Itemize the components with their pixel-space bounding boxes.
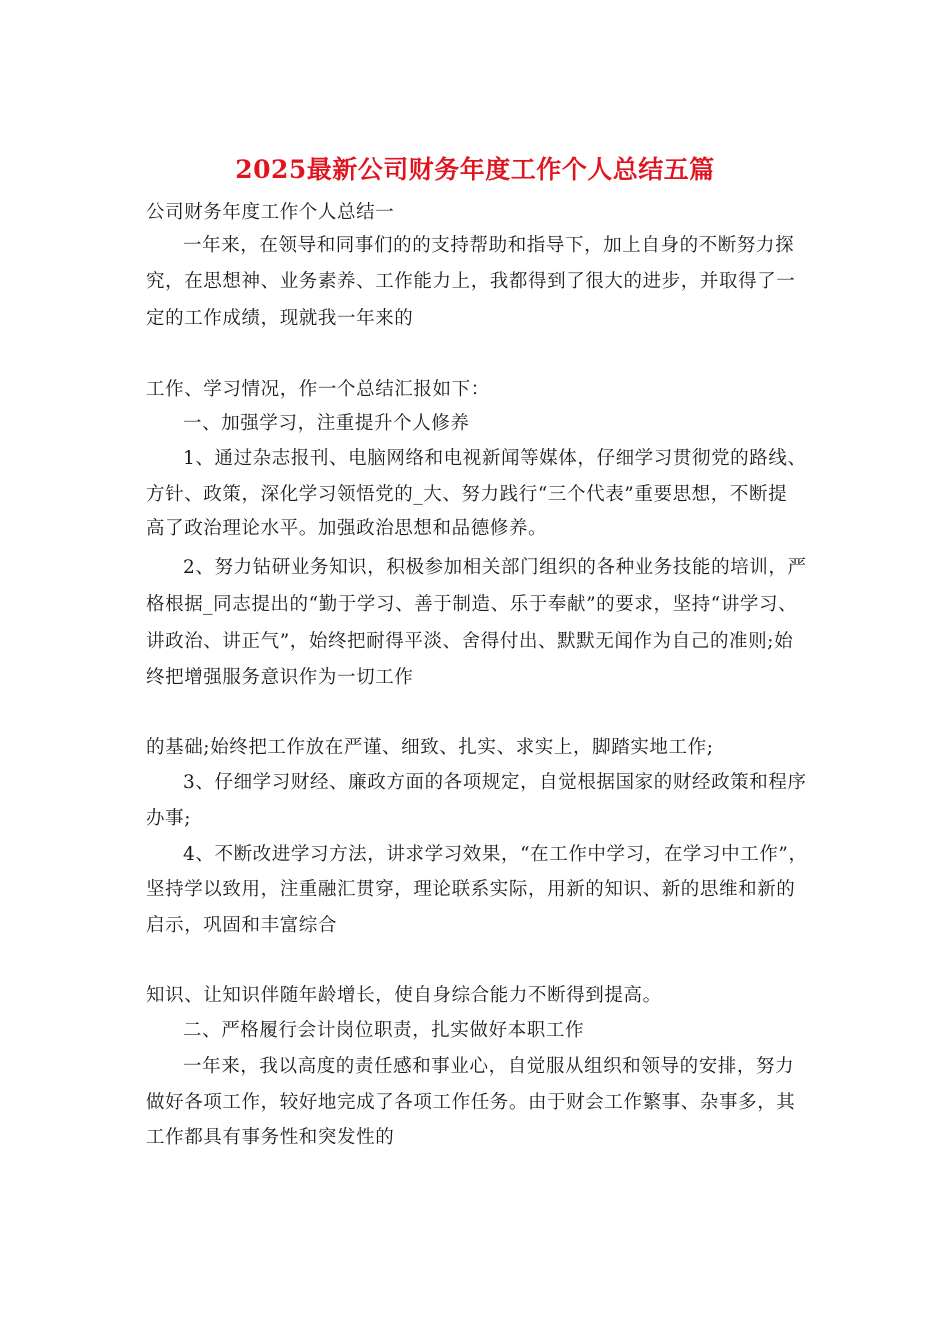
paragraph-line: 究，在思想神、业务素养、工作能力上，我都得到了很大的进步，并取得了一 <box>146 271 796 292</box>
paragraph-line: 知识、让知识伴随年龄增长，使自身综合能力不断得到提高。 <box>146 985 662 1006</box>
paragraph-line: 方针、政策，深化学习领悟党的_大、努力践行“三个代表”重要思想，不断提 <box>146 484 788 505</box>
paragraph-line: 的基础;始终把工作放在严谨、细致、扎实、求实上，脚踏实地工作; <box>146 737 714 758</box>
paragraph-line: 工作、学习情况，作一个总结汇报如下： <box>146 379 490 400</box>
paragraph-line: 做好各项工作，较好地完成了各项工作任务。由于财会工作繁事、杂事多，其 <box>146 1092 796 1113</box>
paragraph-line: 工作都具有事务性和突发性的 <box>146 1127 395 1148</box>
paragraph-line: 1、通过杂志报刊、电脑网络和电视新闻等媒体，仔细学习贯彻党的路线、 <box>183 448 807 469</box>
paragraph-line: 一年来，在领导和同事们的的支持帮助和指导下，加上自身的不断努力探 <box>183 235 795 256</box>
paragraph-line: 高了政治理论水平。加强政治思想和品德修养。 <box>146 518 548 539</box>
paragraph-line: 坚持学以致用，注重融汇贯穿，理论联系实际，用新的知识、新的思维和新的 <box>146 879 796 900</box>
subheading: 二、严格履行会计岗位职责，扎实做好本职工作 <box>183 1020 585 1041</box>
paragraph-line: 办事; <box>146 808 192 829</box>
subheading: 一、加强学习，注重提升个人修养 <box>183 413 470 434</box>
paragraph-line: 2、努力钻研业务知识，积极参加相关部门组织的各种业务技能的培训，严 <box>183 557 807 578</box>
paragraph-line: 一年来，我以高度的责任感和事业心，自觉服从组织和领导的安排，努力 <box>183 1056 795 1077</box>
section-heading: 公司财务年度工作个人总结一 <box>146 202 395 223</box>
paragraph-line: 4、不断改进学习方法，讲求学习效果，“在工作中学习，在学习中工作”， <box>183 844 808 865</box>
document-title: 2025最新公司财务年度工作个人总结五篇 <box>235 155 715 184</box>
paragraph-line: 定的工作成绩，现就我一年来的 <box>146 308 414 329</box>
paragraph-line: 启示，巩固和丰富综合 <box>146 915 338 936</box>
paragraph-line: 讲政治、讲正气”，始终把耐得平淡、舍得付出、默默无闻作为自己的准则;始 <box>146 631 794 652</box>
paragraph-line: 格根据_同志提出的“勤于学习、善于制造、乐于奉献”的要求，坚持“讲学习、 <box>146 594 798 615</box>
paragraph-line: 终把增强服务意识作为一切工作 <box>146 667 414 688</box>
paragraph-line: 3、仔细学习财经、廉政方面的各项规定，自觉根据国家的财经政策和程序 <box>183 772 807 793</box>
